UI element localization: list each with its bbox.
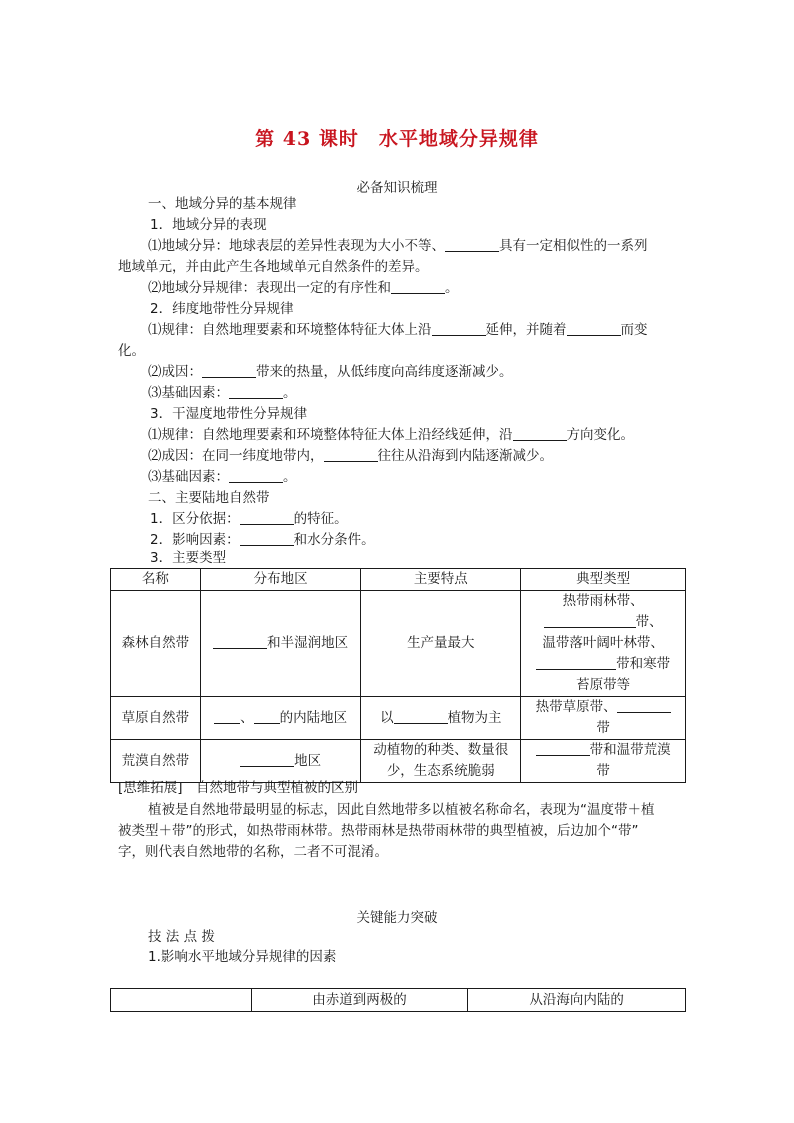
item-1a <box>148 236 688 256</box>
item-2a-cont: 化。 <box>118 343 145 359</box>
type-line: 热带雨林带、 <box>562 593 644 609</box>
item-3a-post: 方向变化。 <box>566 427 634 443</box>
table-header <box>111 989 252 1012</box>
fill-blank[interactable] <box>513 426 567 441</box>
skill-item-1: 1.影响水平地域分异规律的因素 <box>148 949 337 965</box>
fill-blank[interactable] <box>213 634 267 649</box>
item-3a <box>148 425 688 445</box>
table-row <box>111 697 686 740</box>
table-row <box>111 740 686 783</box>
type-line: 带 <box>596 763 610 779</box>
type-line <box>525 612 681 633</box>
type-line: 带 <box>596 720 610 736</box>
extension-para: 字，则代表自然地带的名称，二者不可混淆。 <box>118 844 388 860</box>
item-1b-post: 。 <box>445 280 459 296</box>
item-3c <box>148 467 688 487</box>
fill-blank[interactable] <box>324 447 378 462</box>
factors-table <box>110 988 686 1012</box>
zone-name: 森林自然带 <box>111 591 201 697</box>
table-header: 由赤道到两极的 <box>251 989 468 1012</box>
feat-line: 动植物的种类、数量很 <box>373 742 509 758</box>
zone-feature: 生产量最大 <box>361 591 521 697</box>
type-line: 温带落叶阔叶林带、 <box>542 635 664 651</box>
zone-distribution <box>200 591 361 697</box>
item-2a-pre: ⑴规律：自然地理要素和环境整体特征大体上沿 <box>148 322 432 338</box>
type-line <box>525 697 681 718</box>
item-2a-mid: 延伸，并随着 <box>485 322 567 338</box>
item-3a-pre: ⑴规律：自然地理要素和环境整体特征大体上沿经线延伸，沿 <box>148 427 513 443</box>
item-h2-2-pre: 2．影响因素： <box>150 532 240 548</box>
item-h2-1-post: 的特征。 <box>293 511 348 527</box>
extension-title: [思维拓展] 自然地带与典型植被的区别 <box>118 780 359 796</box>
item-2c-post: 。 <box>283 385 297 401</box>
item-h2-1 <box>150 509 690 529</box>
zone-feature <box>361 697 521 740</box>
fill-blank[interactable] <box>214 709 240 724</box>
item-3c-pre: ⑶基础因素： <box>148 469 229 485</box>
zone-types <box>521 697 686 740</box>
feat-text: 以 <box>380 709 394 726</box>
feat-text: 植物为主 <box>447 709 502 726</box>
item-1b-pre: ⑵地域分异规律：表现出一定的有序性和 <box>148 280 391 296</box>
zone-name: 草原自然带 <box>111 697 201 740</box>
fill-blank[interactable] <box>536 655 616 670</box>
table-header-row <box>111 569 686 591</box>
fill-blank[interactable] <box>229 384 283 399</box>
fill-blank[interactable] <box>240 510 294 525</box>
type-text: 带、 <box>635 614 663 630</box>
fill-blank[interactable] <box>391 279 445 294</box>
item-3b <box>148 446 688 466</box>
item-2c <box>148 383 688 403</box>
heading-2: 二、主要陆地自然带 <box>148 490 270 506</box>
heading-2-3: 3．主要类型 <box>150 550 227 566</box>
item-2a-post: 而变 <box>620 322 648 338</box>
fill-blank[interactable] <box>202 363 256 378</box>
extension-para: 被类型＋带”的形式，如热带雨林带。热带雨林是热带雨林带的典型植被，后边加个“带” <box>118 823 639 839</box>
type-line <box>525 740 681 761</box>
type-text: 热带草原带、 <box>535 699 617 715</box>
type-line: 苔原带等 <box>576 677 631 693</box>
heading-1-3: 3．干湿度地带性分异规律 <box>150 406 308 422</box>
item-2b-pre: ⑵成因： <box>148 364 202 380</box>
dist-text: 地区 <box>294 752 322 769</box>
item-1a-post: 具有一定相似性的一系列 <box>499 238 648 254</box>
table-row <box>111 591 686 697</box>
fill-blank[interactable] <box>229 468 283 483</box>
skill-heading: 技 法 点 拨 <box>148 929 215 945</box>
fill-blank[interactable] <box>432 321 486 336</box>
fill-blank[interactable] <box>254 709 280 724</box>
heading-1: 一、地域分异的基本规律 <box>148 196 297 212</box>
table-header-row <box>111 989 686 1012</box>
fill-blank[interactable] <box>240 531 294 546</box>
dist-text: 的内陆地区 <box>279 709 348 726</box>
item-h2-2 <box>150 530 690 550</box>
page-title: 第 43 课时 水平地域分异规律 <box>255 128 539 150</box>
fill-blank[interactable] <box>445 237 499 252</box>
item-3b-pre: ⑵成因：在同一纬度地带内， <box>148 448 324 464</box>
type-line <box>525 654 681 675</box>
item-1a-cont: 地域单元，并由此产生各地域单元自然条件的差异。 <box>118 259 429 275</box>
feat-line: 少，生态系统脆弱 <box>386 763 495 779</box>
natural-zones-table <box>110 568 686 783</box>
fill-blank[interactable] <box>240 752 294 767</box>
fill-blank[interactable] <box>544 613 636 628</box>
fill-blank[interactable] <box>567 321 621 336</box>
item-3c-post: 。 <box>283 469 297 485</box>
item-1b <box>148 278 688 298</box>
item-1a-pre: ⑴地域分异：地球表层的差异性表现为大小不等、 <box>148 238 445 254</box>
item-h2-1-pre: 1．区分依据： <box>150 511 240 527</box>
zone-types <box>521 740 686 783</box>
fill-blank[interactable] <box>394 709 448 724</box>
table-header: 主要特点 <box>361 569 521 591</box>
type-text: 带和寒带 <box>616 656 671 672</box>
item-2b-post: 带来的热量，从低纬度向高纬度逐渐减少。 <box>256 364 513 380</box>
item-3b-post: 往往从沿海到内陆逐渐减少。 <box>377 448 553 464</box>
dist-text: 和半湿润地区 <box>267 635 349 651</box>
table-header: 名称 <box>111 569 201 591</box>
section-heading-basics: 必备知识梳理 <box>356 180 438 196</box>
zone-types <box>521 591 686 697</box>
item-2c-pre: ⑶基础因素： <box>148 385 229 401</box>
zone-name: 荒漠自然带 <box>111 740 201 783</box>
section-heading-skills: 关键能力突破 <box>356 910 438 926</box>
heading-1-1: 1．地域分异的表现 <box>150 217 267 233</box>
heading-1-2: 2．纬度地带性分异规律 <box>150 301 294 317</box>
zone-distribution <box>200 697 361 740</box>
fill-blank[interactable] <box>617 698 671 713</box>
zone-feature <box>361 740 521 783</box>
extension-para: 植被是自然地带最明显的标志，因此自然地带多以植被名称命名，表现为“温度带＋植 <box>148 802 655 818</box>
item-2a <box>148 320 688 340</box>
fill-blank[interactable] <box>536 741 590 756</box>
table-header: 从沿海向内陆的 <box>468 989 686 1012</box>
table-header: 典型类型 <box>521 569 686 591</box>
zone-distribution <box>200 740 361 783</box>
item-h2-2-post: 和水分条件。 <box>293 532 375 548</box>
table-header: 分布地区 <box>200 569 361 591</box>
type-text: 带和温带荒漠 <box>589 742 671 758</box>
dist-text: 、 <box>240 709 254 726</box>
item-2b <box>148 362 688 382</box>
